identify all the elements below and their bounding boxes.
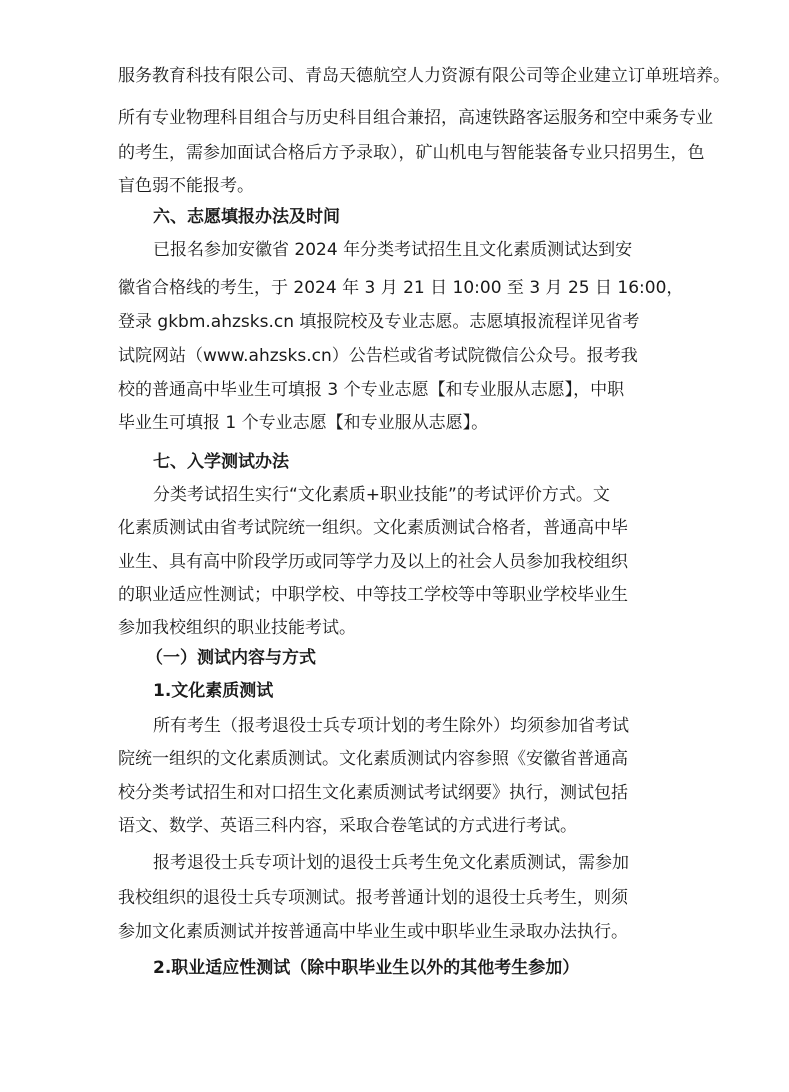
paragraph-line: 参加文化素质测试并按普通高中毕业生或中职毕业生录取办法执行。: [118, 922, 628, 942]
paragraph-line: 业生、具有高中阶段学历或同等学力及以上的社会人员参加我校组织: [118, 552, 628, 572]
paragraph-line: 服务教育科技有限公司、青岛天德航空人力资源有限公司等企业建立订单班培养。: [118, 66, 730, 86]
paragraph-line: 参加我校组织的职业技能考试。: [118, 618, 356, 638]
paragraph-line: 的职业适应性测试；中职学校、中等技工学校等中等职业学校毕业生: [118, 585, 628, 605]
paragraph-line: 已报名参加安徽省 2024 年分类考试招生且文化素质测试达到安: [153, 240, 633, 260]
paragraph-line: 的考生，需参加面试合格后方予录取），矿山机电与智能装备专业只招男生，色: [118, 143, 705, 163]
paragraph-line: 试院网站（www.ahzsks.cn）公告栏或省考试院微信公众号。报考我: [118, 346, 638, 366]
paragraph-line: 院统一组织的文化素质测试。文化素质测试内容参照《安徽省普通高: [118, 749, 628, 769]
paragraph-line: 校分类考试招生和对口招生文化素质测试考试纲要》执行，测试包括: [118, 783, 628, 803]
paragraph-line: 校的普通高中毕业生可填报 3 个专业志愿【和专业服从志愿】，中职: [118, 380, 625, 400]
paragraph-line: 徽省合格线的考生，于 2024 年 3 月 21 日 10:00 至 3 月 25 日 16:00，: [118, 278, 684, 298]
section-heading: 七、入学测试办法: [153, 452, 289, 472]
paragraph-line: 登录 gkbm.ahzsks.cn 填报院校及专业志愿。志愿填报流程详见省考: [118, 312, 640, 332]
paragraph-line: 所有考生（报考退役士兵专项计划的考生除外）均须参加省考试: [153, 716, 629, 736]
paragraph-line: 盲色弱不能报考。: [118, 176, 254, 196]
paragraph-line: 我校组织的退役士兵专项测试。报考普通计划的退役士兵考生，则须: [118, 888, 628, 908]
paragraph-line: 化素质测试由省考试院统一组织。文化素质测试合格者，普通高中毕: [118, 518, 628, 538]
subsection-heading: 1.文化素质测试: [153, 681, 274, 701]
paragraph-line: 语文、数学、英语三科内容，采取合卷笔试的方式进行考试。: [118, 816, 577, 836]
paragraph-line: 所有专业物理科目组合与历史科目组合兼招，高速铁路客运服务和空中乘务专业: [118, 108, 713, 128]
section-heading: 六、志愿填报办法及时间: [153, 207, 340, 227]
paragraph-line: 毕业生可填报 1 个专业志愿【和专业服从志愿】。: [118, 413, 489, 433]
paragraph-line: 报考退役士兵专项计划的退役士兵考生免文化素质测试，需参加: [153, 853, 629, 873]
paragraph-line: 分类考试招生实行“文化素质+职业技能”的考试评价方式。文: [153, 485, 610, 505]
subsection-heading: 2.职业适应性测试（除中职毕业生以外的其他考生参加）: [153, 958, 580, 978]
subsection-heading: （一）测试内容与方式: [146, 648, 316, 668]
